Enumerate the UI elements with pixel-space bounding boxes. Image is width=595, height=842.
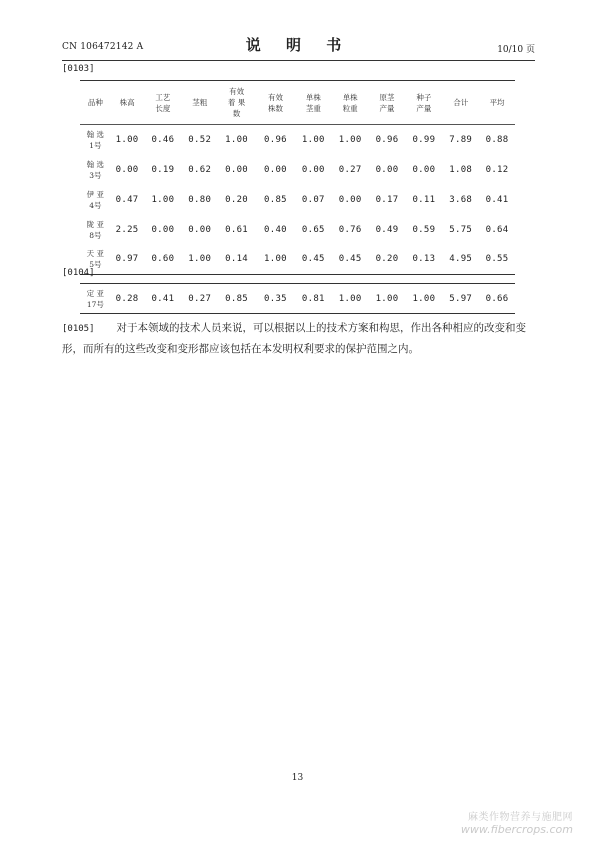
variety-name-line: 翰 选 <box>86 129 105 139</box>
column-header <box>442 81 479 125</box>
value-cell: 0.55 <box>485 254 509 265</box>
column-header <box>217 81 256 125</box>
column-header-line: 株高 <box>119 98 135 107</box>
variety-cell <box>80 125 111 155</box>
value-cell: 0.60 <box>151 254 175 265</box>
column-header-line: 有效 <box>229 87 245 96</box>
value-cell: 7.89 <box>449 134 473 145</box>
value-cell: 0.12 <box>485 164 509 175</box>
value-cell: 0.41 <box>485 194 509 205</box>
column-header-line: 茎重 <box>305 103 321 113</box>
table-row <box>80 185 515 215</box>
evaluation-table-continued <box>80 283 515 314</box>
column-header <box>80 81 111 125</box>
value-cell: 0.00 <box>338 194 362 205</box>
variety-cell <box>80 215 111 245</box>
column-header-line: 单株 <box>342 92 358 102</box>
value-cell: 0.96 <box>375 134 399 145</box>
variety-cell <box>80 284 111 314</box>
page-header <box>62 34 535 60</box>
column-header <box>479 81 515 125</box>
column-header-line: 种子 <box>416 92 432 102</box>
value-cell: 0.85 <box>225 293 249 304</box>
column-header-line: 原茎 <box>379 92 395 102</box>
value-cell: 0.65 <box>301 224 325 235</box>
value-cell: 0.49 <box>375 224 399 235</box>
value-cell: 0.88 <box>485 134 509 145</box>
value-cell: 0.96 <box>264 134 287 145</box>
value-cell: 1.00 <box>264 254 287 265</box>
value-cell: 1.08 <box>449 164 473 175</box>
column-header-line: 着 果 <box>227 98 246 107</box>
document-title: 说 明 书 <box>245 36 352 54</box>
value-cell: 0.61 <box>225 224 249 235</box>
value-cell: 0.35 <box>264 293 287 304</box>
value-cell: 0.97 <box>115 254 139 265</box>
value-cell: 0.19 <box>151 164 175 175</box>
column-header <box>332 81 369 125</box>
value-cell: 0.62 <box>188 164 212 175</box>
value-cell: 1.00 <box>188 254 212 265</box>
column-header <box>111 81 144 125</box>
value-cell: 0.47 <box>115 194 139 205</box>
column-header <box>256 81 295 125</box>
paragraph-tag-0105: [0105] <box>62 324 95 334</box>
column-header-line: 单株 <box>305 92 321 102</box>
value-cell: 3.68 <box>449 194 473 205</box>
table-row <box>80 245 515 275</box>
column-header-line: 产量 <box>379 103 395 113</box>
column-header <box>295 81 332 125</box>
value-cell: 0.00 <box>188 224 212 235</box>
page-indicator: 10/10 页 <box>497 45 535 55</box>
value-cell: 0.45 <box>338 254 362 265</box>
column-header-line: 数 <box>232 109 241 118</box>
value-cell: 1.00 <box>412 293 436 304</box>
column-header <box>405 81 442 125</box>
value-cell: 0.28 <box>115 293 139 304</box>
value-cell: 0.14 <box>225 254 249 265</box>
value-cell: 0.59 <box>412 224 436 235</box>
value-cell: 0.52 <box>188 134 212 145</box>
variety-name-line: 1号 <box>89 140 102 150</box>
table-row <box>80 125 515 155</box>
variety-name-line: 5号 <box>89 260 102 270</box>
value-cell: 0.27 <box>188 293 212 304</box>
column-header <box>143 81 182 125</box>
column-header <box>182 81 217 125</box>
value-cell: 1.00 <box>151 194 175 205</box>
variety-name-line: 8号 <box>89 230 102 240</box>
value-cell: 0.40 <box>264 224 287 235</box>
value-cell: 0.00 <box>115 164 139 175</box>
value-cell: 0.00 <box>151 224 175 235</box>
value-cell: 0.07 <box>301 194 325 205</box>
table2-body <box>80 284 515 314</box>
watermark-site-name: 麻类作物营养与施肥网 <box>468 812 573 823</box>
paragraph-0105-text: 对于本领域的技术人员来说，可以根据以上的技术方案和构思，作出各种相应的改变和变形，而所有的这些改变和变形都应该包括在本发明权利要求的保护范围之内。 <box>62 322 527 355</box>
paragraph-0105 <box>62 318 533 359</box>
header-divider <box>62 60 535 61</box>
column-header-line: 有效 <box>267 92 283 102</box>
variety-name-line: 17号 <box>86 299 104 309</box>
variety-name-line: 翰 选 <box>86 159 105 169</box>
paragraph-tag-0103: [0103] <box>62 64 95 74</box>
value-cell: 1.00 <box>338 293 362 304</box>
value-cell: 0.81 <box>301 293 325 304</box>
value-cell: 0.27 <box>338 164 362 175</box>
table-row <box>80 215 515 245</box>
value-cell: 0.41 <box>151 293 175 304</box>
value-cell: 0.45 <box>301 254 325 265</box>
value-cell: 0.76 <box>338 224 362 235</box>
value-cell: 0.00 <box>375 164 399 175</box>
table-header-row <box>80 81 515 125</box>
table-row <box>80 155 515 185</box>
value-cell: 5.97 <box>449 293 473 304</box>
value-cell: 0.66 <box>485 293 509 304</box>
value-cell: 0.46 <box>151 134 175 145</box>
value-cell: 1.00 <box>225 134 249 145</box>
column-header-line: 粒重 <box>342 103 358 113</box>
column-header-line: 长度 <box>155 103 171 113</box>
value-cell: 0.99 <box>412 134 436 145</box>
value-cell: 0.00 <box>301 164 325 175</box>
value-cell: 0.64 <box>485 224 509 235</box>
value-cell: 0.20 <box>225 194 249 205</box>
table-row <box>80 284 515 314</box>
value-cell: 5.75 <box>449 224 473 235</box>
value-cell: 1.00 <box>301 134 325 145</box>
variety-name-line: 伊 亚 <box>86 189 105 199</box>
value-cell: 1.00 <box>375 293 399 304</box>
watermark-url: www.fibercrops.com <box>460 823 573 836</box>
value-cell: 0.17 <box>375 194 399 205</box>
value-cell: 0.00 <box>412 164 436 175</box>
variety-name-line: 天 亚 <box>86 249 105 259</box>
watermark <box>461 808 573 836</box>
column-header-line: 株数 <box>267 103 283 113</box>
patent-number: CN 106472142 A <box>62 42 144 52</box>
variety-cell <box>80 185 111 215</box>
paragraph-tag-0104: [0104] <box>62 268 95 278</box>
evaluation-table <box>80 80 515 275</box>
variety-name-line: 定 亚 <box>86 288 105 298</box>
value-cell: 0.85 <box>264 194 287 205</box>
column-header-line: 平均 <box>489 98 505 107</box>
variety-name-line: 3号 <box>89 170 102 180</box>
column-header-line: 工艺 <box>155 92 171 102</box>
column-header-line: 合计 <box>453 98 469 107</box>
value-cell: 0.20 <box>375 254 399 265</box>
column-header-line: 茎粗 <box>192 98 208 107</box>
value-cell: 0.13 <box>412 254 436 265</box>
value-cell: 4.95 <box>449 254 473 265</box>
value-cell: 0.00 <box>264 164 287 175</box>
column-header-line: 品种 <box>87 98 103 107</box>
variety-name-line: 陇 亚 <box>86 219 105 229</box>
page-number: 13 <box>291 773 304 783</box>
column-header <box>369 81 406 125</box>
value-cell: 1.00 <box>115 134 139 145</box>
value-cell: 0.11 <box>412 194 436 205</box>
variety-cell <box>80 155 111 185</box>
table-body <box>80 125 515 275</box>
value-cell: 2.25 <box>115 224 139 235</box>
column-header-line: 产量 <box>416 103 432 113</box>
variety-name-line: 4号 <box>89 200 102 210</box>
value-cell: 0.80 <box>188 194 212 205</box>
value-cell: 0.00 <box>225 164 249 175</box>
value-cell: 1.00 <box>338 134 362 145</box>
